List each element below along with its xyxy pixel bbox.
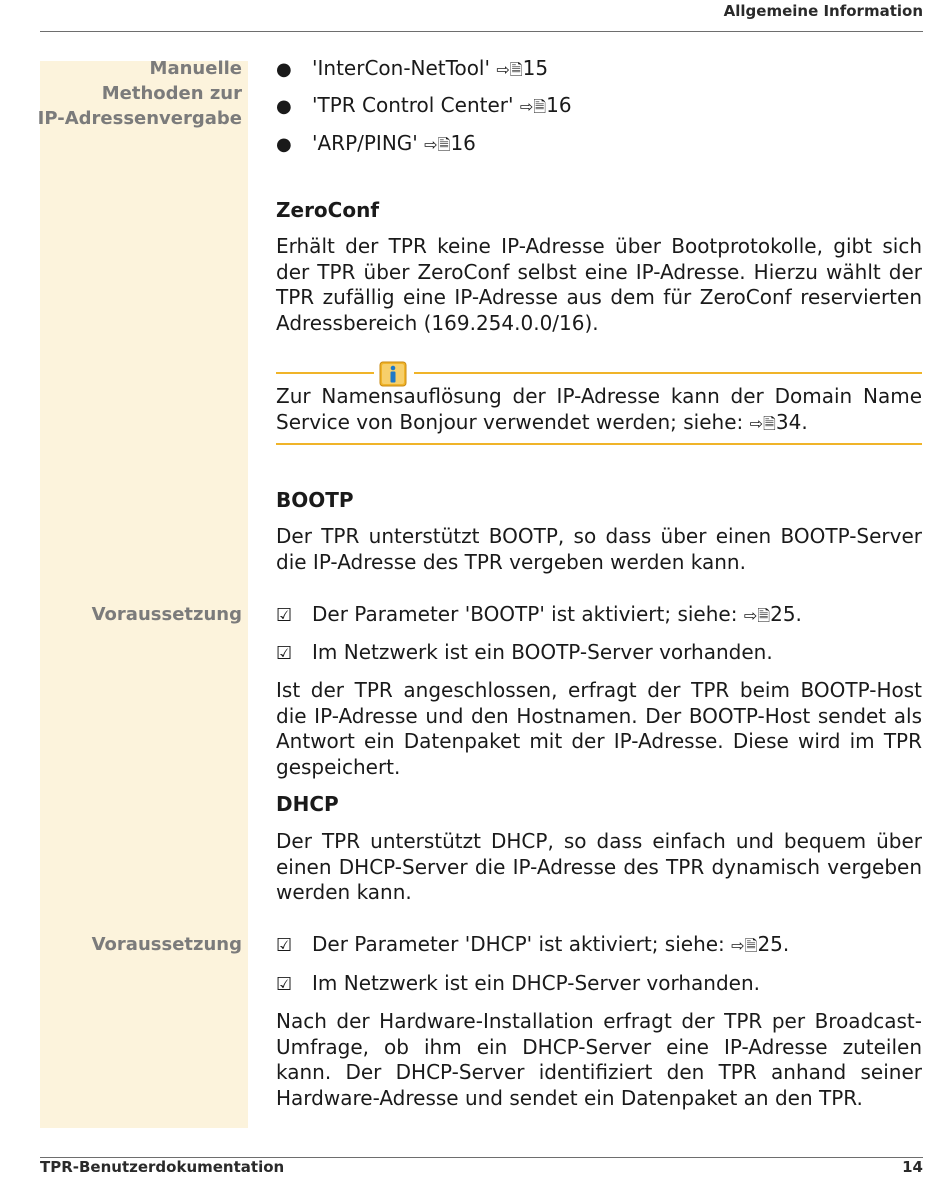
sidebar-label-manual-methods: Manuelle Methoden zur IP-Adressenvergabe [37,58,242,129]
bootp-after-paragraph: Ist der TPR angeschlossen, erfragt der TPR beim BOOTP-Host die IP-Adresse und den Hostnamen. Der BOOTP-Host sendet als Antwort ein Datenpaket mit der IP-Adresse. Diese wird im TPR gespeichert. [276,678,922,779]
zeroconf-paragraph: Erhält der TPR keine IP-Adresse über Bootprotokolle, gibt sich der TPR über ZeroConf selbst eine IP-Adresse. Hierzu wählt der TPR zufällig eine IP-Adresse aus dem für ZeroConf reservierten Adressbereich (169.254.0.0/16). [276,234,922,335]
page-reference[interactable]: 15 [522,56,549,80]
arrow-page-reference-icon[interactable]: ⇨🗎 [519,97,547,116]
page-reference[interactable]: 34. [775,409,808,434]
arrow-page-reference-icon[interactable]: ⇨🗎 [496,60,523,79]
sidebar-panel [40,61,248,1128]
info-rule-right [414,372,922,374]
list-item: ● 'TPR Control Center' ⇨🗎16 [276,93,572,117]
checklist-item: ☑ Im Netzwerk ist ein BOOTP-Server vorhanden. [276,640,773,664]
info-note-text: Zur Namensauflösung der IP-Adresse kann der Domain Name Service von Bonjour verwendet werden; siehe: ⇨🗎34. [276,384,922,434]
footer-page-number: 14 [902,1158,923,1176]
list-item: ● 'InterCon-NetTool' ⇨🗎15 [276,56,549,80]
checked-box-icon: ☑ [276,974,293,995]
sidebar-label-prereq-dhcp: Voraussetzung [91,934,242,955]
bullet-icon: ● [276,59,292,80]
arrow-page-reference-icon[interactable]: ⇨🗎 [731,936,758,955]
checklist-item: ☑ Der Parameter 'BOOTP' ist aktiviert; siehe: ⇨🗎25. [276,602,802,626]
dhcp-after-paragraph: Nach der Hardware-Installation erfragt der TPR per Broadcast-Umfrage, ob ihm ein DHCP-Server eine IP-Adresse zuteilen kann. Der DHCP-Server identifiziert den TPR anhand seiner Hardware-Adresse und sendet ein Datenpaket an den TPR. [276,1009,922,1110]
arrow-page-reference-icon[interactable]: ⇨🗎 [749,413,776,433]
bullet-icon: ● [276,134,292,155]
checklist-item: ☑ Der Parameter 'DHCP' ist aktiviert; siehe: ⇨🗎25. [276,932,790,956]
section-heading-zeroconf: ZeroConf [276,198,380,222]
arrow-page-reference-icon[interactable]: ⇨🗎 [743,606,771,625]
page-reference[interactable]: 25. [757,932,790,956]
checked-box-icon: ☑ [276,643,293,664]
list-item: ● 'ARP/PING' ⇨🗎16 [276,131,476,155]
checked-box-icon: ☑ [276,935,293,956]
bootp-paragraph: Der TPR unterstützt BOOTP, so dass über einen BOOTP-Server die IP-Adresse des TPR vergeben werden kann. [276,524,922,574]
page-reference[interactable]: 25. [770,602,802,626]
info-rule-left [276,372,374,374]
section-heading-bootp: BOOTP [276,488,354,512]
bullet-icon: ● [276,96,292,117]
arrow-page-reference-icon[interactable]: ⇨🗎 [424,135,451,154]
page-reference[interactable]: 16 [546,93,572,117]
checklist-item: ☑ Im Netzwerk ist ein DHCP-Server vorhanden. [276,971,761,995]
info-rule-bottom [276,443,922,445]
dhcp-paragraph: Der TPR unterstützt DHCP, so dass einfach und bequem über einen DHCP-Server die IP-Adresse des TPR dynamisch vergeben werden kann. [276,829,922,904]
header-title: Allgemeine Information [723,2,923,20]
sidebar-label-prereq-bootp: Voraussetzung [91,604,242,625]
page-reference[interactable]: 16 [450,131,476,155]
header-rule [40,31,923,32]
checked-box-icon: ☑ [276,605,293,626]
footer-doc-title: TPR-Benutzerdokumentation [40,1158,285,1176]
section-heading-dhcp: DHCP [276,792,339,816]
